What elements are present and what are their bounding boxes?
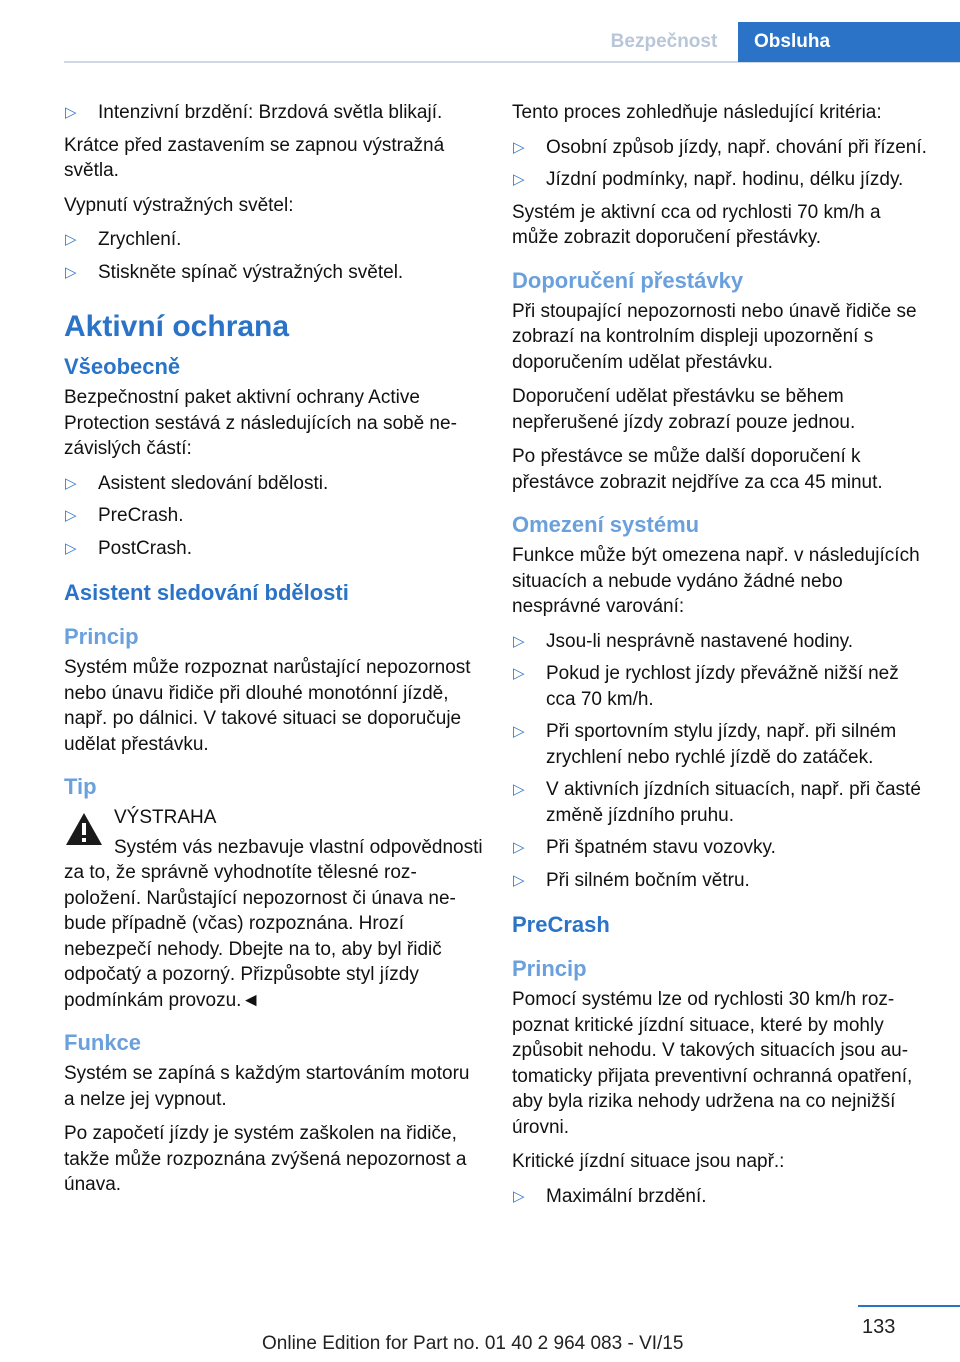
list-item: ▷ Zrychlení. <box>64 227 484 253</box>
subheading-vseobecne: Všeobecně <box>64 354 181 379</box>
bullet-triangle-icon: ▷ <box>513 171 525 188</box>
list-item: ▷ Jsou-li nesprávně nastavené hodiny. <box>512 629 928 655</box>
warning-text: Systém vás nezbavuje vlastní odpovědnosti za to, že správně vyhodnotíte tělesné rozpoložení. Narůstající nepozornost či únava nebude případně (včas) rozpoznána. Hrozí nebezpečí nehody. Dbejte na to, aby byl řidič odpočatý a pozorný. Přizpůsobte styl jízdy podmínkám provozu.◄ <box>64 836 483 1011</box>
list-item: ▷ Jízdní podmínky, např. hodinu, délku jízdy. <box>512 167 928 193</box>
left-column <box>64 100 484 1207</box>
warning-box <box>64 805 484 1013</box>
subheading-tip: Tip <box>64 774 97 799</box>
bullet-triangle-icon: ▷ <box>65 231 77 248</box>
list-item: ▷ Intenzivní brzdění: Brzdová světla blikají. <box>64 100 484 126</box>
list-item: ▷ Při špatném stavu vozovky. <box>512 835 928 861</box>
bullet-triangle-icon: ▷ <box>513 632 525 650</box>
header-tab-bezpecnost[interactable]: Bezpečnost <box>610 31 718 52</box>
list-item: ▷ Stiskněte spínač výstražných světel. <box>64 260 484 286</box>
bullet-triangle-icon: ▷ <box>513 1187 525 1205</box>
paragraph: Systém může rozpoznat narůstající nepozornost nebo únavu řidiče při dlouhé monotónní jízdě, např. po dálnici. V takové situaci se doporučuje udělat přestávku. <box>64 657 471 755</box>
bullet-triangle-icon: ▷ <box>513 138 525 156</box>
bullet-triangle-icon: ▷ <box>65 263 77 281</box>
footer-rule <box>858 1305 960 1307</box>
section-heading-aktivni-ochrana: Aktivní ochrana <box>64 310 290 343</box>
subheading-princip: Princip <box>64 624 139 649</box>
right-column <box>512 100 928 1216</box>
list-item: ▷ Osobní způsob jízdy, např. chování při řízení. <box>512 135 928 161</box>
paragraph: Při stoupající nepozornosti nebo únavě řidiče se zobrazí na kontrolním displeji upozornění s doporučením udělat přestávku. <box>512 300 917 373</box>
bullet-triangle-icon: ▷ <box>513 665 525 682</box>
paragraph: Po započetí jízdy je systém zaškolen na řidiče, takže může rozpoznána zvýšená nepozornost a únava. <box>64 1123 467 1195</box>
bullet-triangle-icon: ▷ <box>65 104 77 121</box>
paragraph: Bezpečnostní paket aktivní ochrany Active Protection sestává z následujících na sobě nezávislých částí: <box>64 387 457 459</box>
warning-title: VÝSTRAHA <box>114 807 217 828</box>
paragraph: Vypnutí výstražných světel: <box>64 194 294 216</box>
subheading-asistent: Asistent sledování bdělosti <box>64 580 349 605</box>
paragraph: Po přestávce se může další doporučení k přestávce zobrazit nejdříve za cca 45 minut. <box>512 446 883 493</box>
header-tab-obsluha[interactable]: Obsluha <box>738 22 960 62</box>
list-item: ▷ Při sportovním stylu jízdy, např. při silném zrychlení nebo rychlé jízdě do zatáček. <box>513 721 897 768</box>
bullet-triangle-icon: ▷ <box>65 474 77 492</box>
subheading-precrash: PreCrash <box>512 912 610 937</box>
list-item: ▷ PostCrash. <box>64 536 484 562</box>
paragraph: Pomocí systému lze od rychlosti 30 km/h rozpoznat kritické jízdní situace, které by mohly způsobit nehodu. V takových situacích jsou automaticky přijata preventivní ochranná opatření, aby byla rizika nehody udržena na co nejnižší úrovni. <box>512 989 913 1138</box>
list-item: ▷ V aktivních jízdních situacích, např. při časté změně jízdního pruhu. <box>513 779 921 826</box>
paragraph: Kritické jízdní situace jsou např.: <box>512 1151 785 1172</box>
paragraph: Tento proces zohledňuje následující kritéria: <box>512 102 882 123</box>
subheading-doporuceni: Doporučení přestávky <box>512 267 744 293</box>
bullet-triangle-icon: ▷ <box>513 839 525 856</box>
footer-edition: Online Edition for Part no. 01 40 2 964 083 - VI/15 <box>262 1333 684 1354</box>
paragraph: Krátce před zastavením se zapnou výstražná světla. <box>64 134 445 181</box>
list-item: ▷ Pokud je rychlost jízdy převážně nižší než cca 70 km/h. <box>513 663 899 710</box>
list-item: ▷ Při silném bočním větru. <box>512 868 928 894</box>
list-item: ▷ Asistent sledování bdělosti. <box>64 471 484 497</box>
warning-icon <box>64 811 104 847</box>
list-item: ▷ PreCrash. <box>64 503 484 529</box>
bullet-triangle-icon: ▷ <box>513 871 525 889</box>
bullet-triangle-icon: ▷ <box>513 723 525 740</box>
bullet-triangle-icon: ▷ <box>65 507 77 524</box>
paragraph: Systém je aktivní cca od rychlosti 70 km/h a může zobrazit doporučení přestávky. <box>512 201 881 248</box>
subheading-funkce: Funkce <box>64 1030 142 1055</box>
paragraph: Systém se zapíná s každým startováním motoru a nelze jej vypnout. <box>64 1063 470 1110</box>
bullet-triangle-icon: ▷ <box>513 781 525 798</box>
paragraph: Funkce může být omezena např. v následujících situacích a nebude vydáno žádné nebo nesprávné varování: <box>512 545 920 617</box>
subheading-princip: Princip <box>512 956 587 981</box>
list-item: ▷ Maximální brzdění. <box>512 1184 928 1210</box>
page-number: 133 <box>862 1316 896 1338</box>
paragraph: Doporučení udělat přestávku se během nepřerušené jízdy zobrazí pouze jednou. <box>512 386 856 433</box>
bullet-triangle-icon: ▷ <box>65 539 77 557</box>
subheading-omezeni: Omezení systému <box>512 512 700 537</box>
